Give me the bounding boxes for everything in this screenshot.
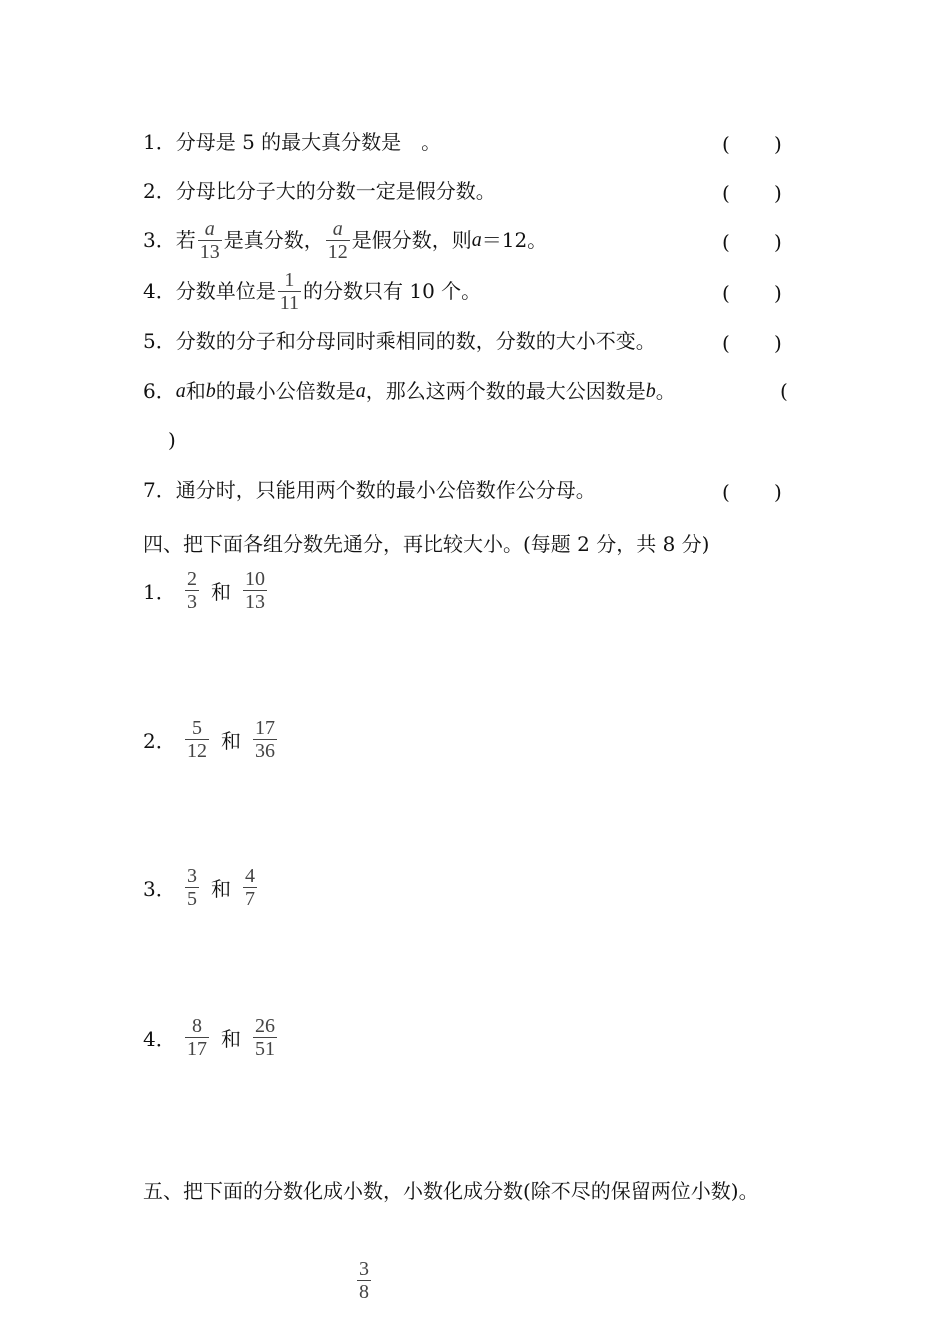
- fraction-3-over-8: [357, 1258, 371, 1303]
- fraction-left: [185, 865, 199, 910]
- item-number: 4．: [143, 279, 176, 303]
- item-number: 1．: [143, 130, 176, 154]
- paren-close: ): [774, 281, 782, 305]
- fraction-left: [185, 717, 209, 762]
- numerator: 3: [187, 864, 197, 887]
- paren-close: ): [774, 230, 782, 254]
- section-5-title: 五、把下面的分数化成小数，小数化成分数(除不尽的保留两位小数)。: [143, 1179, 759, 1203]
- compare-item-4: [143, 1007, 279, 1067]
- item-text: 的最小公倍数是: [215, 379, 356, 403]
- judge-item-5: [143, 323, 656, 359]
- denominator: 5: [187, 887, 197, 910]
- judge-item-4: [143, 268, 482, 314]
- numerator: 8: [192, 1014, 202, 1037]
- item-text: 的分数只有 10 个。: [303, 279, 482, 303]
- item-number: 7．: [143, 478, 176, 502]
- item-number: 3．: [143, 228, 176, 252]
- answer-parentheses-4[interactable]: [722, 273, 812, 309]
- item-text: 是真分数，: [223, 228, 324, 252]
- fraction-a-over-12: [326, 218, 350, 263]
- paren-open: (: [722, 132, 730, 156]
- fraction-left: [185, 568, 199, 613]
- fraction-right: [253, 1015, 277, 1060]
- item-number: 3．: [143, 876, 176, 901]
- numerator: 5: [192, 716, 202, 739]
- item-number: 6．: [143, 379, 176, 403]
- item-number: 5．: [143, 329, 176, 353]
- connector-he: 和: [211, 579, 231, 604]
- variable-a: a: [471, 229, 482, 251]
- section-4-title: 四、把下面各组分数先通分，再比较大小。(每题 2 分，共 8 分): [143, 532, 710, 556]
- fraction-right: [243, 568, 267, 613]
- denominator: 13: [199, 240, 220, 263]
- item-text: 分母比分子大的分数一定是假分数。: [175, 179, 496, 203]
- numerator: 2: [187, 567, 197, 590]
- paren-close-wrapped[interactable]: ): [168, 428, 176, 452]
- item-number: 4．: [143, 1026, 176, 1051]
- item-text: 。: [655, 379, 676, 403]
- variable-a: a: [355, 380, 366, 402]
- variable-b: b: [645, 380, 656, 402]
- paren-open: (: [722, 331, 730, 355]
- item-text: 分数单位是: [175, 279, 276, 303]
- fraction-right: [243, 865, 257, 910]
- numerator: 3: [359, 1258, 369, 1280]
- denominator: 8: [359, 1281, 369, 1303]
- paren-open-wrapped[interactable]: (: [780, 379, 788, 403]
- fraction-right: [253, 717, 277, 762]
- connector-he: 和: [221, 728, 241, 753]
- paren-close: ): [774, 132, 782, 156]
- numerator: a: [332, 217, 343, 240]
- item-number: 2．: [143, 728, 176, 753]
- denominator: 3: [187, 590, 197, 613]
- compare-item-3: [143, 857, 259, 917]
- item-text: ，那么这两个数的最大公因数是: [365, 379, 646, 403]
- item-number: 2．: [143, 179, 176, 203]
- fraction-a-over-13: [198, 218, 222, 263]
- numerator: 17: [255, 716, 275, 739]
- numerator: a: [204, 217, 215, 240]
- denominator: 13: [245, 590, 265, 613]
- numerator: 1: [284, 268, 295, 291]
- answer-parentheses-3[interactable]: [722, 222, 812, 258]
- fraction-left: [185, 1015, 209, 1060]
- paren-open: (: [722, 281, 730, 305]
- item-text: 若: [175, 228, 196, 252]
- paren-close: ): [774, 480, 782, 504]
- judge-item-3: [143, 217, 548, 263]
- compare-item-2: [143, 709, 279, 769]
- item-number: 1．: [143, 579, 176, 604]
- numerator: 10: [245, 567, 265, 590]
- item-text: 分母是 5 的最大真分数是 。: [175, 130, 442, 154]
- denominator: 17: [187, 1037, 207, 1060]
- item-text: 和: [185, 379, 206, 403]
- judge-item-1: [143, 124, 441, 160]
- denominator: 12: [187, 739, 207, 762]
- connector-he: 和: [211, 876, 231, 901]
- answer-parentheses-1[interactable]: [722, 124, 812, 160]
- denominator: 12: [327, 240, 348, 263]
- answer-parentheses-5[interactable]: [722, 323, 812, 359]
- connector-he: 和: [221, 1026, 241, 1051]
- item-text: 分数的分子和分母同时乘相同的数，分数的大小不变。: [175, 329, 656, 353]
- variable-a: a: [175, 380, 186, 402]
- judge-item-6: [143, 373, 676, 409]
- compare-item-1: [143, 560, 269, 620]
- paren-open: (: [722, 230, 730, 254]
- variable-b: b: [205, 380, 216, 402]
- paren-close: ): [774, 331, 782, 355]
- fraction-1-over-11: [278, 269, 301, 314]
- denominator: 7: [245, 887, 255, 910]
- item-text: ＝12。: [481, 228, 548, 252]
- denominator: 11: [279, 291, 299, 314]
- numerator: 4: [245, 864, 255, 887]
- judge-item-7: [143, 472, 596, 508]
- paren-open: (: [722, 181, 730, 205]
- section-5-fraction-wrap: [355, 1258, 373, 1303]
- numerator: 26: [255, 1014, 275, 1037]
- answer-parentheses-2[interactable]: [722, 173, 812, 209]
- judge-item-2: [143, 173, 496, 209]
- item-text: 通分时，只能用两个数的最小公倍数作公分母。: [175, 478, 596, 502]
- denominator: 51: [255, 1037, 275, 1060]
- item-text: 是假分数，则: [351, 228, 472, 252]
- denominator: 36: [255, 739, 275, 762]
- paren-close: ): [774, 181, 782, 205]
- answer-parentheses-7[interactable]: [722, 472, 812, 508]
- paren-open: (: [722, 480, 730, 504]
